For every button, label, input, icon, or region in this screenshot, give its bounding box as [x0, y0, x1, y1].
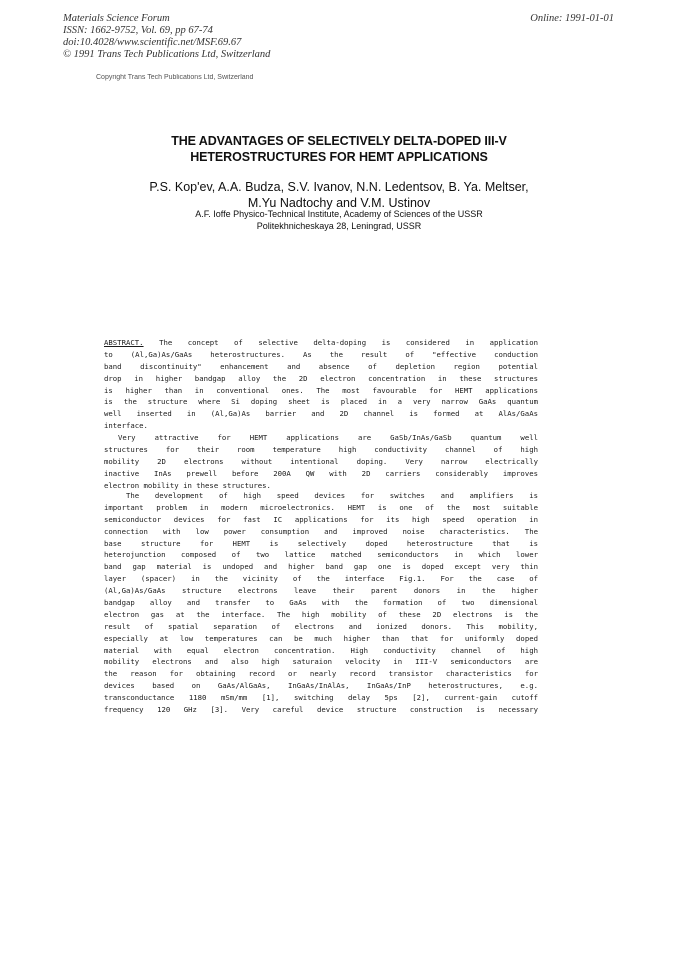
title-line: HETEROSTRUCTURES FOR HEMT APPLICATIONS [190, 150, 488, 164]
body-line: (Al,Ga)As/GaAs structure electrons leave their parent donors in the higher [104, 586, 538, 596]
abstract-first-line: The concept of selective delta-doping is considered in application [159, 338, 538, 347]
copyright-strip: Copyright Trans Tech Publications Ltd, Switzerland [96, 74, 254, 81]
abstract-line: well inserted in (Al,Ga)As barrier and 2D channel is formed at AlAs/GaAs [104, 409, 538, 419]
doi-link[interactable]: doi:10.4028/www.scientific.net/MSF.69.67 [63, 37, 242, 48]
body-line: The development of high speed devices for switches and amplifiers is [126, 491, 538, 500]
body-line: the reason for obtaining record or nearly record transistor characteristics for [104, 669, 538, 679]
abstract-line: electron mobility in these structures. [104, 480, 271, 490]
body-line: semiconductor devices for fast IC applications for its high speed operation in [104, 514, 538, 524]
body-line: base structure for HEMT is selectively doped heterostructure that is [104, 538, 538, 548]
body-line: band gap material is undoped and higher band gap one is doped except very thin [104, 562, 538, 572]
paper-title [0, 133, 678, 165]
online-date: Online: 1991-01-01 [530, 13, 614, 24]
abstract-label: ABSTRACT. [104, 338, 144, 347]
journal-name: Materials Science Forum [63, 13, 170, 24]
abstract-line: band discontinuity" enhancement and absence of depletion region potential [104, 361, 538, 371]
body-line: result of spatial separation of electrons and ionized donors. This mobility, [104, 621, 538, 631]
author-list [0, 179, 678, 211]
abstract-line: to (Al,Ga)As/GaAs heterostructures. As the result of "effective conduction [104, 349, 538, 359]
abstract-line: drop in higher bandgap alloy the 2D electron concentration in these structures [104, 373, 538, 383]
authors-line: M.Yu Nadtochy and V.M. Ustinov [247, 196, 431, 210]
body-line: transconductance 1180 mSm/mm [1], switching delay 5ps [2], current-gain cutoff [104, 693, 538, 703]
abstract-line: is higher than in conventional ones. The most favourable for HEMT applications [104, 385, 538, 395]
abstract-line: is the structure where Si doping sheet is placed in a very narrow GaAs quantum [104, 397, 538, 407]
body-line: important problem in modern microelectronics. HEMT is one of the most suitable [104, 502, 538, 512]
body-line: heterojunction composed of two lattice matched semiconductors in which lower [104, 550, 538, 560]
body-line: bandgap alloy and transfer to GaAs with the formation of two dimensional [104, 598, 538, 608]
authors-line: P.S. Kop'ev, A.A. Budza, S.V. Ivanov, N.N. Ledentsov, B. Ya. Meltser, [149, 180, 529, 194]
abstract-line: inactive InAs prewell before 200A QW with 2D carriers considerably improves [104, 468, 538, 478]
affiliation-line: Politekhnicheskaya 28, Leningrad, USSR [256, 221, 422, 231]
body-line: connection with low power consumption and improved noise characteristics. The [104, 526, 538, 536]
abstract-line: interface. [104, 421, 148, 431]
abstract-line: structures for their room temperature high conductivity channel of high [104, 445, 538, 455]
abstract-line: mobility 2D electrons without intentional doping. Very narrow electrically [104, 456, 538, 466]
title-line: THE ADVANTAGES OF SELECTIVELY DELTA-DOPED III-V [171, 134, 507, 148]
abstract-line: Very attractive for HEMT applications are GaSb/InAs/GaSb quantum well [118, 433, 538, 443]
body-line: material with equal electron concentration. High conductivity channel of high [104, 645, 538, 655]
body-line: electron gas at the interface. The high mobility of these 2D electrons is the [104, 609, 538, 619]
issn-line: ISSN: 1662-9752, Vol. 69, pp 67-74 [63, 25, 213, 36]
abstract-block [104, 337, 538, 492]
affiliation [0, 208, 678, 232]
body-text [104, 490, 538, 716]
copyright-line: © 1991 Trans Tech Publications Ltd, Switzerland [63, 49, 271, 60]
body-line: layer (spacer) in the vicinity of the interface Fig.1. For the case of [104, 574, 538, 584]
body-line: frequency 120 GHz [3]. Very careful device structure construction is necessary [104, 705, 538, 715]
affiliation-line: A.F. Ioffe Physico-Technical Institute, Academy of Sciences of the USSR [195, 209, 483, 219]
abstract-line [104, 337, 538, 349]
body-line: especially at low temperatures can be much higher than that for uniformly doped [104, 633, 538, 643]
publication-header [63, 13, 270, 61]
body-line: mobility electrons and also high saturaion velocity in III-V semiconductors are [104, 657, 538, 667]
body-line: devices based on GaAs/AlGaAs, InGaAs/InAlAs, InGaAs/InP heterostructures, e.g. [104, 681, 538, 691]
